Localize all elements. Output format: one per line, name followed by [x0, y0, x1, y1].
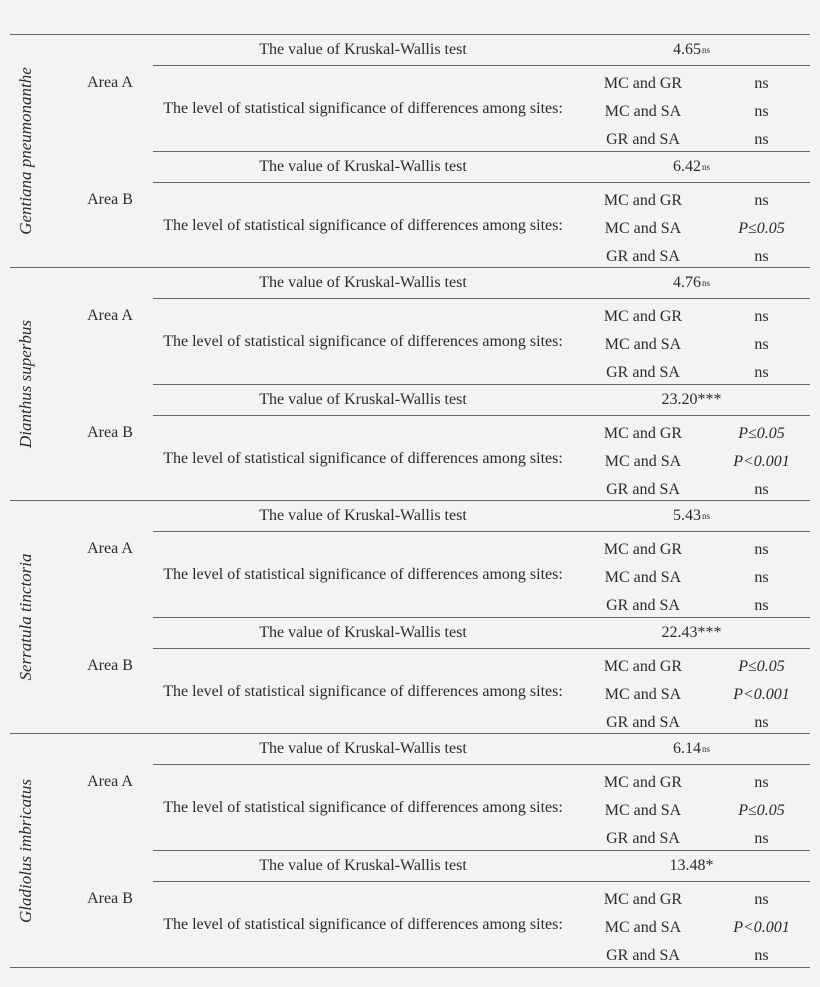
significance-level-label: The level of statistical significance of differences among sites:: [163, 216, 563, 234]
kruskal-wallis-label: The value of Kruskal-Wallis test: [259, 507, 467, 524]
species-name: Serratula tinctoria: [16, 553, 35, 681]
site-pair: MC and GR: [603, 774, 683, 791]
significance-value: ns: [754, 336, 769, 353]
area-group: [87, 384, 810, 501]
site-pair: MC and GR: [603, 308, 683, 325]
kruskal-wallis-label: The value of Kruskal-Wallis test: [259, 624, 467, 641]
significance-mark: ns: [701, 162, 710, 172]
site-pair: MC and SA: [604, 919, 682, 936]
significance-mark: ns: [701, 511, 710, 521]
kruskal-wallis-value: [573, 618, 810, 648]
significance-mark: ns: [701, 278, 710, 288]
kruskal-wallis-label: The value of Kruskal-Wallis test: [259, 158, 467, 175]
area-group: [10, 268, 810, 384]
site-pair: MC and SA: [604, 220, 682, 237]
site-pair: GR and SA: [606, 947, 680, 964]
species-block: [10, 501, 810, 734]
site-pair: GR and SA: [606, 131, 680, 148]
significance-value: ns: [754, 248, 769, 265]
area-group: [87, 850, 810, 967]
significance-value: ns: [754, 597, 769, 614]
kruskal-wallis-number: 6.14: [672, 740, 701, 757]
significance-level-label: The level of statistical significance of differences among sites:: [163, 798, 563, 816]
species-name: Gladiolus imbricatus: [16, 778, 35, 923]
significance-value: ns: [754, 774, 769, 791]
species-block: [10, 35, 810, 268]
area-label: Area A: [87, 540, 133, 557]
site-pair: GR and SA: [606, 364, 680, 381]
significance-level-label: The level of statistical significance of differences among sites:: [163, 915, 563, 933]
species-name: Gentiana pneumonanthe: [16, 67, 35, 235]
significance-value: ns: [754, 541, 769, 558]
significance-value: ns: [754, 891, 769, 908]
kruskal-wallis-number: 22.43***: [661, 624, 722, 641]
kruskal-wallis-row: [153, 268, 810, 299]
kruskal-wallis-number: 5.43: [672, 507, 701, 524]
site-pair: GR and SA: [606, 481, 680, 498]
kruskal-wallis-row: [153, 851, 810, 882]
site-pair: MC and GR: [603, 658, 683, 675]
kruskal-wallis-label: The value of Kruskal-Wallis test: [259, 41, 467, 58]
significance-level-label: The level of statistical significance of differences among sites:: [163, 682, 563, 700]
significance-mark: ns: [701, 744, 710, 754]
significance-value: P<0.001: [733, 686, 790, 703]
significance-value: ns: [754, 481, 769, 498]
site-pair: MC and SA: [604, 686, 682, 703]
significance-mark: ns: [701, 45, 710, 55]
site-pair: MC and SA: [604, 569, 682, 586]
kruskal-wallis-number: 4.65: [672, 41, 701, 58]
significance-value: ns: [754, 364, 769, 381]
site-pair: MC and SA: [604, 453, 682, 470]
kruskal-wallis-value: [573, 35, 810, 65]
kruskal-wallis-row: [153, 385, 810, 416]
kruskal-wallis-value: [573, 152, 810, 182]
site-pair: MC and GR: [603, 891, 683, 908]
area-label: Area A: [87, 74, 133, 91]
area-label: Area B: [87, 191, 133, 208]
site-pair: GR and SA: [606, 714, 680, 731]
significance-value: ns: [754, 830, 769, 847]
significance-value: ns: [754, 947, 769, 964]
kruskal-wallis-label: The value of Kruskal-Wallis test: [259, 391, 467, 408]
kruskal-wallis-value: [573, 268, 810, 298]
kruskal-wallis-row: [153, 152, 810, 183]
area-group: [87, 151, 810, 268]
significance-value: ns: [754, 131, 769, 148]
kruskal-wallis-row: [153, 35, 810, 66]
kruskal-wallis-number: 13.48*: [669, 857, 714, 874]
area-group: [10, 734, 810, 850]
significance-value: P<0.001: [733, 919, 790, 936]
site-pair: GR and SA: [606, 830, 680, 847]
kruskal-wallis-row: [153, 618, 810, 649]
significance-level-label: The level of statistical significance of differences among sites:: [163, 99, 563, 117]
significance-value: ns: [754, 103, 769, 120]
site-pair: GR and SA: [606, 248, 680, 265]
kruskal-wallis-number: 6.42: [672, 158, 701, 175]
kruskal-wallis-value: [573, 501, 810, 531]
kruskal-wallis-value: [573, 734, 810, 764]
significance-level-label: The level of statistical significance of differences among sites:: [163, 332, 563, 350]
kruskal-wallis-row: [153, 734, 810, 765]
kruskal-wallis-label: The value of Kruskal-Wallis test: [259, 274, 467, 291]
species-block: [10, 268, 810, 501]
kruskal-wallis-row: [153, 501, 810, 532]
site-pair: MC and SA: [604, 103, 682, 120]
kruskal-wallis-label: The value of Kruskal-Wallis test: [259, 857, 467, 874]
significance-value: ns: [754, 308, 769, 325]
significance-level-label: The level of statistical significance of differences among sites:: [163, 565, 563, 583]
site-pair: MC and SA: [604, 802, 682, 819]
site-pair: GR and SA: [606, 597, 680, 614]
site-pair: MC and SA: [604, 336, 682, 353]
kruskal-wallis-number: 4.76: [672, 274, 701, 291]
site-pair: MC and GR: [603, 192, 683, 209]
significance-value: ns: [754, 75, 769, 92]
significance-value: ns: [754, 714, 769, 731]
significance-value: ns: [754, 192, 769, 209]
significance-level-label: The level of statistical significance of differences among sites:: [163, 449, 563, 467]
significance-value: P≤0.05: [738, 802, 785, 819]
site-pair: MC and GR: [603, 425, 683, 442]
site-pair: MC and GR: [603, 75, 683, 92]
kruskal-wallis-value: [573, 851, 810, 881]
species-block: [10, 734, 810, 968]
site-pair: MC and GR: [603, 541, 683, 558]
species-name: Dianthus superbus: [16, 320, 35, 448]
significance-value: ns: [754, 569, 769, 586]
area-label: Area A: [87, 307, 133, 324]
area-label: Area B: [87, 890, 133, 907]
area-label: Area B: [87, 424, 133, 441]
area-label: Area A: [87, 773, 133, 790]
area-group: [10, 35, 810, 151]
significance-value: P<0.001: [733, 453, 790, 470]
area-group: [10, 501, 810, 617]
kruskal-wallis-label: The value of Kruskal-Wallis test: [259, 740, 467, 757]
kruskal-wallis-number: 23.20***: [661, 391, 722, 408]
significance-value: P≤0.05: [738, 220, 785, 237]
significance-value: P≤0.05: [738, 425, 785, 442]
results-table: [10, 34, 810, 968]
significance-value: P≤0.05: [738, 658, 785, 675]
area-label: Area B: [87, 657, 133, 674]
area-group: [87, 617, 810, 734]
kruskal-wallis-value: [573, 385, 810, 415]
